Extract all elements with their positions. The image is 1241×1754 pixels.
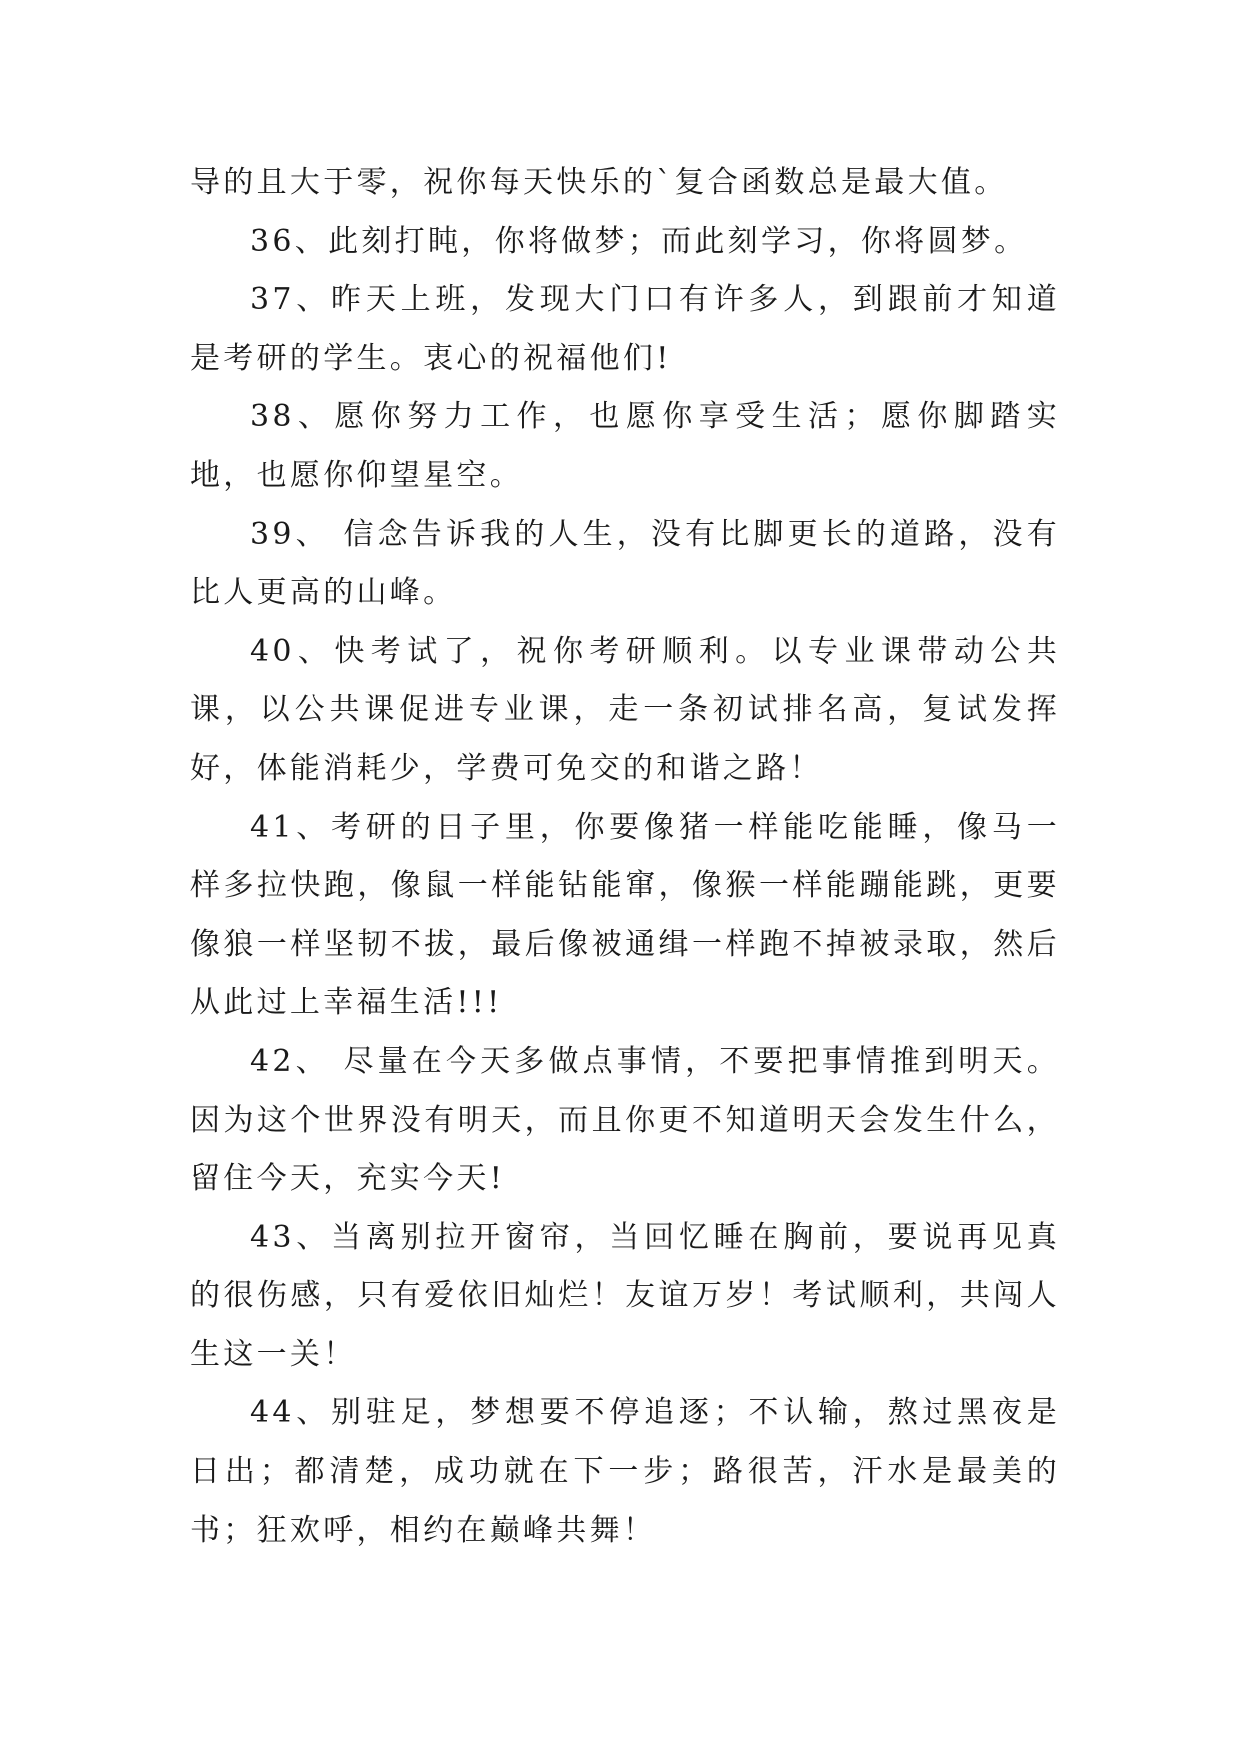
paragraph-38: 38、愿你努力工作，也愿你享受生活；愿你脚踏实地，也愿你仰望星空。: [190, 399, 1060, 493]
paragraph-continuation: 导的且大于零，祝你每天快乐的`复合函数总是最大值。: [190, 165, 1008, 200]
paragraph-40: 40、快考试了，祝你考研顺利。以专业课带动公共课，以公共课促进专业课，走一条初试排名高，复试发挥好，体能消耗少，学费可免交的和谐之路！: [190, 633, 1060, 786]
paragraph-42: 42、 尽量在今天多做点事情，不要把事情推到明天。因为这个世界没有明天，而且你更不知道明天会发生什么，留住今天，充实今天!: [190, 1043, 1060, 1197]
paragraph-39: 39、 信念告诉我的人生，没有比脚更长的道路，没有比人更高的山峰。: [190, 516, 1060, 611]
paragraph-36: 36、此刻打盹，你将做梦；而此刻学习，你将圆梦。: [250, 223, 1028, 259]
paragraph-44: 44、别驻足，梦想要不停追逐；不认输，熬过黑夜是日出；都清楚，成功就在下一步；路很苦，汗水是最美的书；狂欢呼，相约在巅峰共舞！: [190, 1395, 1060, 1548]
paragraph-41: 41、考研的日子里，你要像猪一样能吃能睡，像马一样多拉快跑，像鼠一样能钻能窜，像猴一样能蹦能跳，更要像狼一样坚韧不拔，最后像被通缉一样跑不掉被录取，然后从此过上幸福生活!!!: [190, 809, 1060, 1021]
paragraph-43: 43、当离别拉开窗帘，当回忆睡在胸前，要说再见真的很伤感，只有爱依旧灿烂！友谊万岁！考试顺利，共闯人生这一关！: [190, 1219, 1060, 1372]
paragraph-37: 37、昨天上班，发现大门口有许多人，到跟前才知道是考研的学生。衷心的祝福他们!: [190, 282, 1060, 376]
document-body: [190, 154, 1060, 1560]
